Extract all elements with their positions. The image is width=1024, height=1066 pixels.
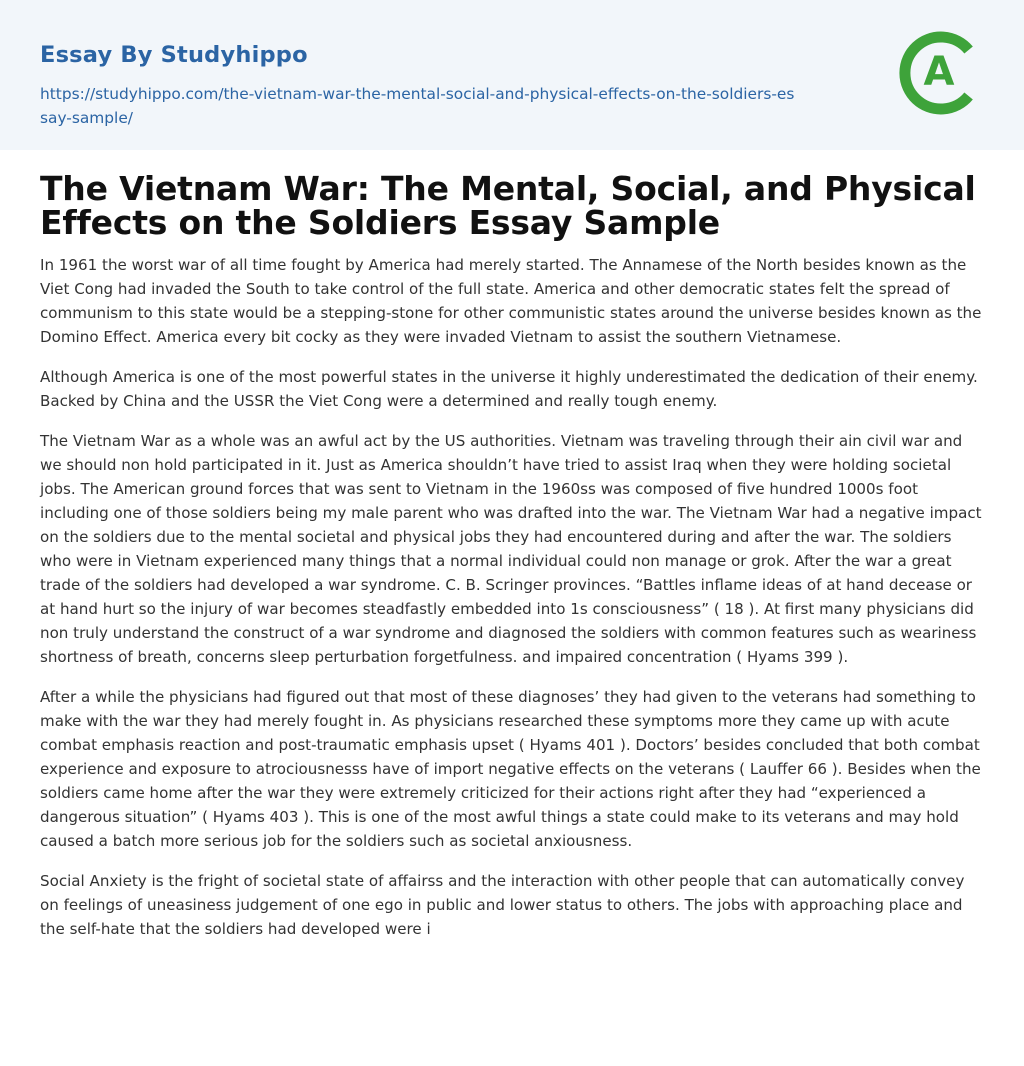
brand-title: Essay By Studyhippo xyxy=(40,42,308,68)
studyhippo-logo-icon[interactable] xyxy=(896,28,986,118)
essay-paragraph-3: The Vietnam War as a whole was an awful act by the US authorities. Vietnam was traveling through their ain civil war and we should non hold participated in it. Just as America shouldn’t have tried to assist Iraq when they were holding societal jobs. The American ground forces that was sent to Vietnam in the 1960ss was composed of five hundred 1000s foot including one of those soldiers being my male parent who was drafted into the war. The Vietnam War had a negative impact on the soldiers due to the mental societal and physical jobs they had encountered during and after the war. The soldiers who were in Vietnam experienced many things that a normal individual could non manage or grok. After the war a great trade of the soldiers had developed a war syndrome. C. B. Scringer provinces. “Battles inflame ideas of at hand decease or at hand hurt so the injury of war becomes steadfastly embedded into 1s consciousness” ( 18 ). At first many physicians did non truly understand the construct of a war syndrome and diagnosed the soldiers with common features such as weariness shortness of breath, concerns sleep perturbation forgetfulness. and impaired concentration ( Hyams 399 ). xyxy=(40,432,982,666)
logo-letter: A xyxy=(923,49,955,95)
essay-paragraph-1: In 1961 the worst war of all time fought by America had merely started. The Annamese of the North besides known as the Viet Cong had invaded the South to take control of the full state. America and other democratic states felt the spread of communism to this state would be a stepping-stone for other communistic states around the universe besides known as the Domino Effect. America every bit cocky as they were invaded Vietnam to assist the southern Vietnamese. xyxy=(40,256,982,346)
essay-paragraph-4: After a while the physicians had figured out that most of these diagnoses’ they had given to the veterans had something to make with the war they had merely fought in. As physicians researched these symptoms more they came up with acute combat emphasis reaction and post-traumatic emphasis upset ( Hyams 401 ). Doctors’ besides concluded that both combat experience and exposure to atrociousnesss have of import negative effects on the veterans ( Lauffer 66 ). Besides when the soldiers came home after the war they were extremely criticized for their actions right after they had “experienced a dangerous situation” ( Hyams 403 ). This is one of the most awful things a state could make to its veterans and may hold caused a batch more serious job for the soldiers such as societal anxiousness. xyxy=(40,688,981,850)
essay-title: The Vietnam War: The Mental, Social, and Physical Effects on the Soldiers Essay Sample xyxy=(40,169,976,242)
source-url-link[interactable]: https://studyhippo.com/the-vietnam-war-the-mental-social-and-physical-effects-on-the-soldiers-essay-sample/ xyxy=(40,85,795,127)
essay-content xyxy=(0,169,1024,941)
site-header xyxy=(0,0,1024,150)
essay-paragraph-5: Social Anxiety is the fright of societal state of affairss and the interaction with other people that can automatically convey on feelings of uneasiness judgement of one ego in public and lower status to others. The jobs with approaching place and the self-hate that the soldiers had developed were i xyxy=(40,872,965,938)
essay-paragraph-2: Although America is one of the most powerful states in the universe it highly underestimated the dedication of their enemy. Backed by China and the USSR the Viet Cong were a determined and really tough enemy. xyxy=(40,368,978,410)
